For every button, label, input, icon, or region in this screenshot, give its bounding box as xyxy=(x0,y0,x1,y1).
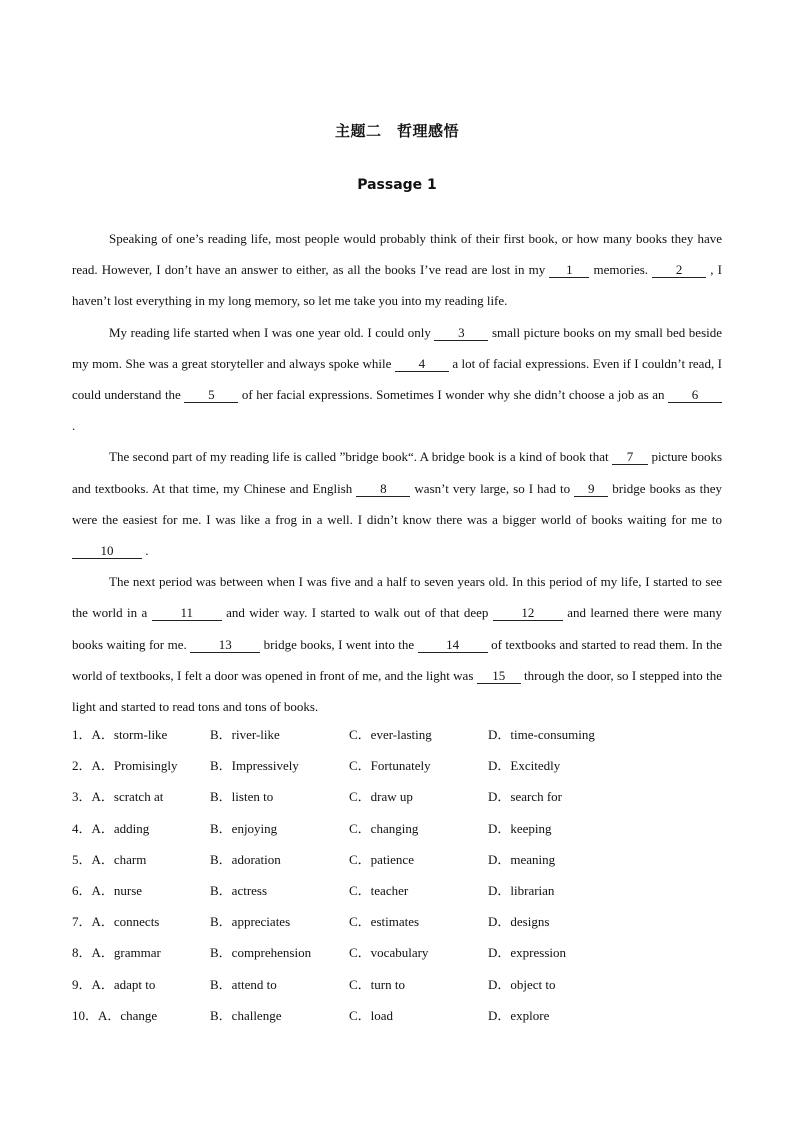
passage-text: . xyxy=(72,418,76,434)
answer-blank[interactable]: 1 xyxy=(549,262,589,278)
answer-option[interactable]: C．teacher xyxy=(349,882,409,898)
answer-blank[interactable]: 13 xyxy=(190,637,260,653)
passage-text: of her facial expressions. Sometimes I wonder why she didn’t choose a job as an xyxy=(238,387,668,403)
passage-text: bridge books, I went into the xyxy=(260,636,418,652)
answer-blank[interactable]: 2 xyxy=(652,262,706,278)
answer-option[interactable]: B．adoration xyxy=(210,851,281,867)
answer-option[interactable]: B．comprehension xyxy=(210,945,312,961)
answer-option[interactable]: 4．A．adding xyxy=(72,820,150,836)
answer-option[interactable]: D．expression xyxy=(488,945,566,961)
answer-blank[interactable]: 14 xyxy=(418,637,488,653)
answer-option[interactable]: D．explore xyxy=(488,1007,550,1023)
passage-text: and learned there were many books waiting for me. xyxy=(72,605,723,652)
passage-text: memories. xyxy=(589,262,653,278)
passage-body xyxy=(72,223,722,722)
answer-option[interactable]: B．enjoying xyxy=(210,820,278,836)
passage-paragraph xyxy=(72,317,722,442)
answer-blank[interactable]: 7 xyxy=(612,449,648,465)
answer-blank[interactable]: 5 xyxy=(184,387,238,403)
answer-option[interactable]: B．challenge xyxy=(210,1007,282,1023)
answer-option[interactable]: C．vocabulary xyxy=(349,945,429,961)
answer-option[interactable]: C．patience xyxy=(349,851,414,867)
answer-blank[interactable]: 6 xyxy=(668,387,722,403)
question-row xyxy=(72,937,722,968)
passage-text: Speaking of one’s reading life, most people would probably think of their first book, or how many books they have read. However, I don’t have an answer to either, as all the books I’ve read are lost in my xyxy=(72,231,722,278)
question-row xyxy=(72,719,722,750)
page-title: 主题二 哲理感悟 xyxy=(334,122,459,140)
answer-option[interactable]: D．meaning xyxy=(488,851,556,867)
passage-text: wasn’t very large, so I had to xyxy=(410,480,575,496)
question-row xyxy=(72,875,722,906)
passage-text: small picture books on my small bed beside my mom. She was a great storyteller and always spoke while xyxy=(72,324,723,371)
answer-blank[interactable]: 8 xyxy=(356,481,410,497)
question-row xyxy=(72,844,722,875)
answer-option[interactable]: C．changing xyxy=(349,820,419,836)
question-row xyxy=(72,1000,722,1031)
question-row xyxy=(72,750,722,781)
answer-option[interactable]: 5．A．charm xyxy=(72,851,147,867)
answer-option[interactable]: B．river-like xyxy=(210,727,280,742)
answer-option[interactable]: C．estimates xyxy=(349,914,420,930)
passage-text: . xyxy=(142,543,149,559)
answer-option[interactable]: B．listen to xyxy=(210,789,274,805)
answer-option[interactable]: D．Excitedly xyxy=(488,758,561,774)
passage-text: bridge books as they were the easiest for me. I was like a frog in a well. I didn’t know there was a bigger world of books waiting for me to xyxy=(72,480,722,527)
answer-option[interactable]: C．ever-lasting xyxy=(349,727,432,742)
answer-option[interactable]: 2．A．Promisingly xyxy=(72,758,178,774)
answer-blank[interactable]: 4 xyxy=(395,356,449,372)
passage-title: Passage 1 xyxy=(357,177,437,193)
answer-option[interactable]: C．Fortunately xyxy=(349,758,431,774)
answer-blank[interactable]: 11 xyxy=(152,605,222,621)
question-row xyxy=(72,969,722,1000)
passage-paragraph xyxy=(72,441,722,566)
answer-option[interactable]: B．appreciates xyxy=(210,914,291,930)
passage-text: picture books and textbooks. At that time, my Chinese and English xyxy=(72,449,723,496)
answer-option[interactable]: B．attend to xyxy=(210,976,277,992)
answer-option[interactable]: C．load xyxy=(349,1007,394,1023)
passage-text: a lot of facial expressions. Even if I couldn’t read, I could understand the xyxy=(72,355,722,403)
passage-text: , I haven’t lost everything in my long memory, so let me take you into my reading life. xyxy=(72,262,722,309)
answer-blank[interactable]: 10 xyxy=(72,543,142,559)
answer-option[interactable]: D．time-consuming xyxy=(488,727,595,742)
passage-text: of textbooks and started to read them. In the world of textbooks, I felt a door was opened in front of me, and the light was xyxy=(72,636,722,683)
question-row xyxy=(72,906,722,937)
answer-option[interactable]: 6．A．nurse xyxy=(72,882,143,898)
answer-option[interactable]: D．search for xyxy=(488,789,562,805)
passage-paragraph xyxy=(72,223,722,317)
passage-text: through the door, so I stepped into the light and started to read tons and tons of books. xyxy=(72,667,722,715)
passage-text: The next period was between when I was five and a half to seven years old. In this period of my life, I started to see the world in a xyxy=(72,574,722,621)
question-row xyxy=(72,781,722,812)
answer-blank[interactable]: 15 xyxy=(477,668,521,684)
passage-text: The second part of my reading life is called ”bridge book“. A bridge book is a kind of book that xyxy=(109,449,613,465)
answer-option[interactable]: D．designs xyxy=(488,914,550,930)
question-options xyxy=(72,719,722,1031)
answer-option[interactable]: 1．A．storm-like xyxy=(72,727,168,742)
answer-option[interactable]: D．librarian xyxy=(488,882,555,898)
answer-option[interactable]: 8．A．grammar xyxy=(72,945,161,961)
passage-paragraph xyxy=(72,566,722,722)
answer-blank[interactable]: 3 xyxy=(434,325,488,341)
answer-blank[interactable]: 9 xyxy=(574,481,608,497)
answer-option[interactable]: C．turn to xyxy=(349,976,405,992)
answer-option[interactable]: B．actress xyxy=(210,882,268,898)
passage-text: and wider way. I started to walk out of that deep xyxy=(221,605,493,621)
answer-option[interactable]: 7．A．connects xyxy=(72,914,160,930)
answer-option[interactable]: D．keeping xyxy=(488,820,552,836)
answer-option[interactable]: C．draw up xyxy=(349,789,413,805)
passage-text: My reading life started when I was one year old. I could only xyxy=(109,324,435,340)
answer-option[interactable]: 3．A．scratch at xyxy=(72,789,164,805)
answer-option[interactable]: 10．A．change xyxy=(72,1007,158,1023)
answer-blank[interactable]: 12 xyxy=(493,605,563,621)
answer-option[interactable]: D．object to xyxy=(488,976,556,992)
answer-option[interactable]: 9．A．adapt to xyxy=(72,976,156,992)
answer-option[interactable]: B．Impressively xyxy=(210,758,299,774)
question-row xyxy=(72,813,722,844)
